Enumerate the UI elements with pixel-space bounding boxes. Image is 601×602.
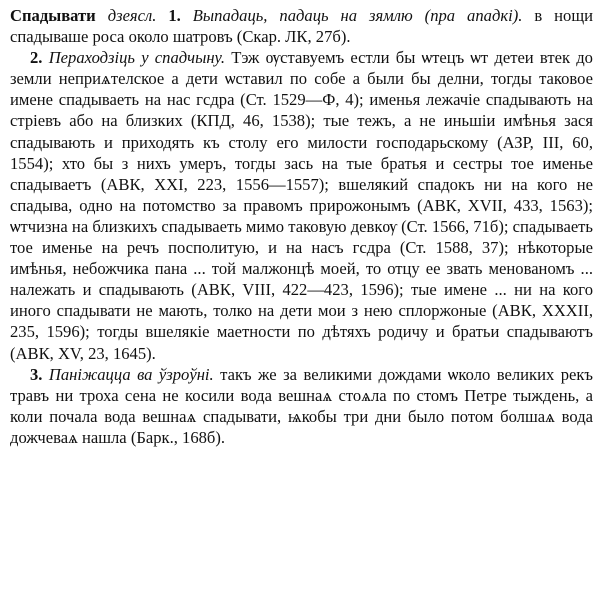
sense-citations: в нощи спадываше роса около шатровъ (Скар. ЛК, 27б).: [10, 6, 593, 47]
sense-definition: Пераходзіць у спадчыну.: [48, 48, 226, 68]
sense-number: 3.: [30, 364, 43, 384]
entry-sense-2: [10, 47, 593, 363]
headword: Спадывати: [10, 6, 96, 25]
sense-citations: такъ же за великими дождами ѡколо великих рекъ травъ ни троха сена не косили вода вешнаѧ стоѧла по стомъ Петре тыждень, а коли почала вода вешнаѧ спадывати, ѩкобы три дни было потом болшаѧ вода дожчеваѧ нашла (Барк., 168б).: [10, 364, 594, 447]
sense-number: 1.: [168, 6, 181, 25]
entry-sense-1: [10, 5, 593, 47]
sense-definition: Выпадаць, падаць на зямлю (пра ападкі).: [192, 6, 523, 25]
sense-citations: Тэж ѹставуемъ естли бы ѡтецъ ѡт детеи втек до земли неприѧтелское а дети ѡставил по собе а были бы делни, тогды таковое имене спадываеть на нас гсдра (Ст. 1529—Ф, 4); именья лежачіе спадывають на стріевъ або на близких (КПД, 46, 1538); тые тежъ, а не иньшіи имѣнья зася спадывають и приходять къ столу его милости господарьскому (АЗР, III, 60, 1554); хто бы з нихъ умеръ, тогды зась на тые братья и сестры тое именье спадываетъ (АВК, XXI, 223, 1556—1557); вшелякий спадокъ ни на кого не спадыва, одно на потомство за правомъ прирожонымъ (АВК, XVII, 433, 1563); ѡтчизна на близкихъ спадываеть мимо таковую девкѹ (Ст. 1566, 71б); спадываеть тое именье на речъ посполитую, и на насъ гсдра (Ст. 1588, 37); нѣкоторые имѣнья, небожчика пана ... той малжонцѣ моей, то отцу ее звать менованомъ ... належать и спадывають (АВК, VIII, 422—423, 1596); тые имене ... ни на кого иного спадывати не мають, толко на дети мои з нею сплоржоные (АВК, XXXII, 235, 1596); тогды вшелякіе маетности по дѣтяхъ родичу и братьи спадываютъ (АВК, XV, 23, 1645).: [10, 48, 593, 363]
entry-sense-3: [10, 364, 593, 448]
sense-number: 2.: [30, 48, 43, 68]
sense-definition: Паніжацца ва ўзроўні.: [48, 364, 214, 384]
grammar-label: дзеясл.: [107, 6, 157, 25]
